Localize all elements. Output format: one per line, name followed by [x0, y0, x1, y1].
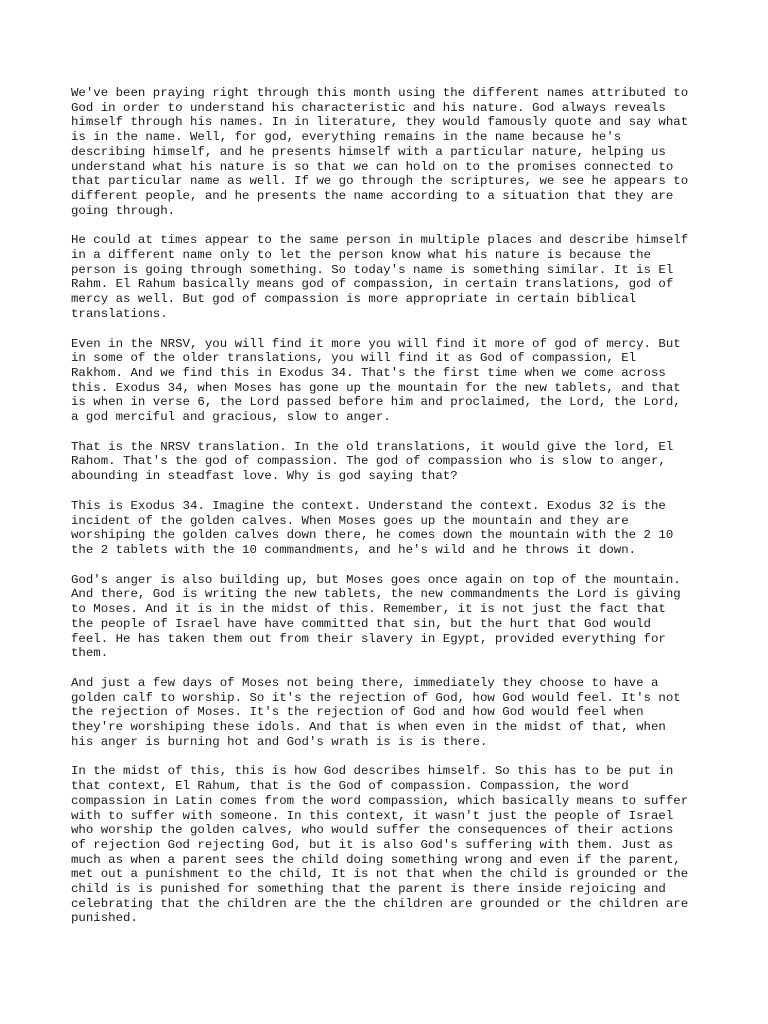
- paragraph-8: In the midst of this, this is how God describes himself. So this has to be put in that context, El Rahum, that is the God of compassion. Compassion, the word compassion in Latin comes from the word compassion, which basically means to suffer with to suffer with someone. In this context, it wasn't just the people of Israel who worship the golden calves, who would suffer the consequences of their actions of rejection God rejecting God, but it is also God's suffering with them. Just as much as when a parent sees the child doing something wrong and even if the parent, met out a punishment to the child, It is not that when the child is grounded or the child is is punished for something that the parent is there inside rejoicing and celebrating that the children are the the children are grounded or the children are punished.: [71, 764, 689, 926]
- paragraph-7: And just a few days of Moses not being there, immediately they choose to have a golden calf to worship. So it's the rejection of God, how God would feel. It's not the rejection of Moses. It's the rejection of God and how God would feel when they're worshiping these idols. And that is when even in the midst of that, when his anger is burning hot and God's wrath is is is there.: [71, 675, 681, 749]
- paragraph-3: Even in the NRSV, you will find it more you will find it more of god of mercy. But in some of the older translations, you will find it as God of compassion, El Rakhom. And we find this in Exodus 34. That's the first time when we come across this. Exodus 34, when Moses has gone up the mountain for the new tablets, and that is when in verse 6, the Lord passed before him and proclaimed, the Lord, the Lord, a god merciful and gracious, slow to anger.: [71, 336, 681, 425]
- paragraph-6: God's anger is also building up, but Moses goes once again on top of the mountain. And there, God is writing the new tablets, the new commandments the Lord is giving to Moses. And it is in the midst of this. Remember, it is not just the fact that the people of Israel have have committed that sin, but the hurt that God would feel. He has taken them out from their slavery in Egypt, provided everything for them.: [71, 572, 681, 661]
- document-page: [71, 86, 711, 941]
- paragraph-2: He could at times appear to the same person in multiple places and describe himself in a different name only to let the person know what his nature is because the person is going through something. So today's name is something similar. It is El Rahm. El Rahum basically means god of compassion, in certain translations, god of mercy as well. But god of compassion is more appropriate in certain biblical translations.: [71, 233, 689, 321]
- paragraph-4: That is the NRSV translation. In the old translations, it would give the lord, El Rahom. That's the god of compassion. The god of compassion who is slow to anger, abounding in steadfast love. Why is god saying that?: [71, 439, 674, 484]
- paragraph-1: We've been praying right through this month using the different names attributed to God in order to understand his characteristic and his nature. God always reveals himself through his names. In in literature, they would famously quote and say what is in the name. Well, for god, everything remains in the name because he's describing himself, and he presents himself with a particular nature, helping us understand what his nature is so that we can hold on to the promises connected to that particular name as well. If we go through the scriptures, we see he appears to different people, and he presents the name according to a situation that they are going through.: [71, 86, 689, 218]
- paragraph-5: This is Exodus 34. Imagine the context. Understand the context. Exodus 32 is the incident of the golden calves. When Moses goes up the mountain and they are worshiping the golden calves down there, he comes down the mountain with the 2 10 the 2 tablets with the 10 commandments, and he's wild and he throws it down.: [71, 498, 674, 557]
